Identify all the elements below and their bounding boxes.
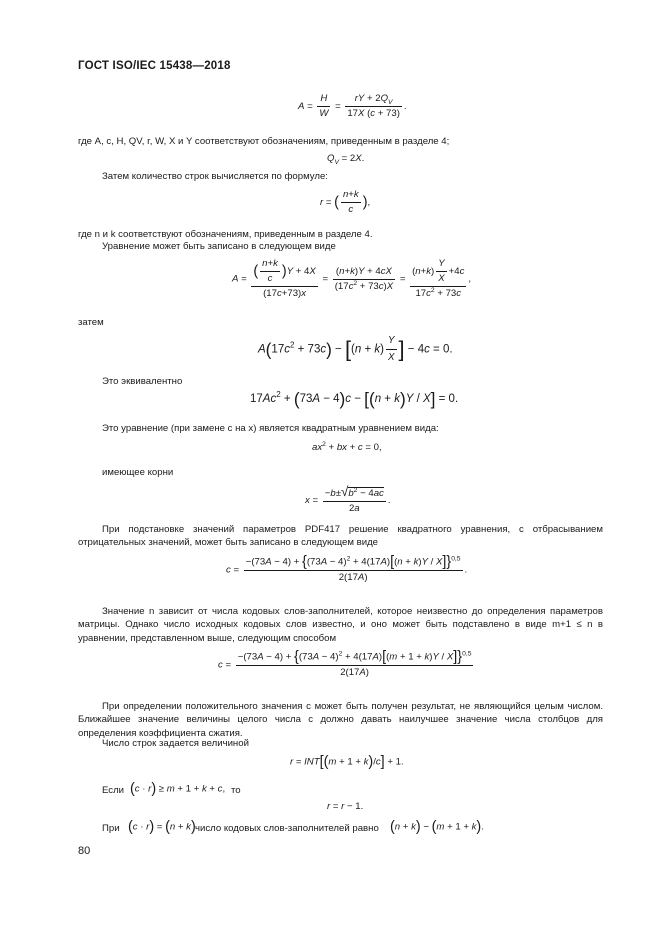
text-line: число кодовых слов-заполнителей равно <box>195 823 379 834</box>
equation-rows: r = ( $\frac{n+k}{c}$ ), <box>320 189 371 215</box>
text-line: Затем количество строк вычисляется по формуле: <box>102 171 328 182</box>
paragraph: При определении положительного значения c может быть получен результат, не являющийся целым числом. Ближайшее значение величины целого числа c должно давать наилучшее значение числа столбцов для определения коэффициента сжатия. <box>78 701 603 739</box>
equation-condition: (c · r) ≥ m + 1 + k + c, <box>130 781 226 797</box>
text-line: где A, c, H, QV, r, W, X и Y соответствуют обозначениям, приведенным в разделе 4; <box>78 136 450 147</box>
equation-row-count: r = INT[(m + 1 + k)/c] + 1. <box>290 754 404 770</box>
text-line: Уравнение может быть записано в следующем виде <box>102 241 336 252</box>
equation-roots: x = $\frac{-b\pm√b^2 - 4ac}{2a}$ . <box>305 484 391 514</box>
equation-solution-n: c = $\frac{-(73A - 4) + \{(73A - 4)^2 + 4(17A)[(n + k)Y / X]\}^{0,5}}{2(17A)}$ . <box>226 554 468 583</box>
text-line: имеющее корни <box>102 467 174 478</box>
text-line: Это эквивалентно <box>102 376 183 387</box>
page-number: 80 <box>78 845 91 857</box>
text-line: Если <box>102 785 125 796</box>
paragraph: Значение n зависит от числа кодовых слов-заполнителей, которое неизвестно до определения параметров матрицы. Однако число исходных кодовых слов известно, и оно может быть подставлено в виде m+1 ≤ n в уравнении, представленном выше, следующим способом <box>78 606 603 644</box>
document-header: ГОСТ ISO/IEC 15438—2018 <box>78 60 231 72</box>
text-line: Число строк задается величиной <box>102 738 249 749</box>
equation-fill-count: (n + k) − (m + 1 + k). <box>390 819 484 835</box>
text-line: Это уравнение (при замене c на x) является квадратным уравнением вида: <box>102 423 439 434</box>
equation-solution-m: c = $\frac{-(73A - 4) + \{(73A - 4)^2 + 4(17A)[(m + 1 + k)Y / X]\}^{0,5}}{2(17A)}$ <box>218 649 472 678</box>
equation-qv: $Q_V = 2X$. <box>327 153 365 166</box>
equation-then: $A(17c^2 + 73c) - [(n + k)$ $\frac{Y}{X}$ ] − 4c = 0. <box>258 335 453 363</box>
paragraph: При подстановке значений параметров PDF417 решение квадратного уравнения, с отбрасыванием отрицательных значений, может быть записано в следующем виде <box>78 524 603 549</box>
text-line: то <box>231 785 241 796</box>
equation-expanded: A = ( $\frac{n+k}{c}$ )Y + 4X (17c+73)x = $\frac{(n+k)Y + 4cX}{(17c^2 + 73c)X}$ = (n+k) $\frac{Y}{X}$ +4c $17c^2 + 73c$ , <box>232 258 472 299</box>
equation-aspect-ratio: A = $\frac{H}{W}$ = $\frac{rY + 2Q_V}{17X (c + 73)}$ . <box>298 93 407 119</box>
text-line: При <box>102 823 120 834</box>
equation-equality: (c · r) = (n + k) <box>128 819 196 835</box>
equation-equivalent: $17Ac^2 + (73A - 4)c - [(n + k)Y / X] = 0$. <box>250 389 459 409</box>
equation-quadratic: $ax^2$ + bx + c = 0, <box>312 440 382 453</box>
text-line: затем <box>78 317 104 328</box>
text-line: где n и k соответствуют обозначениям, приведенным в разделе 4. <box>78 229 373 240</box>
equation-decrement: r = r − 1. <box>327 801 364 812</box>
